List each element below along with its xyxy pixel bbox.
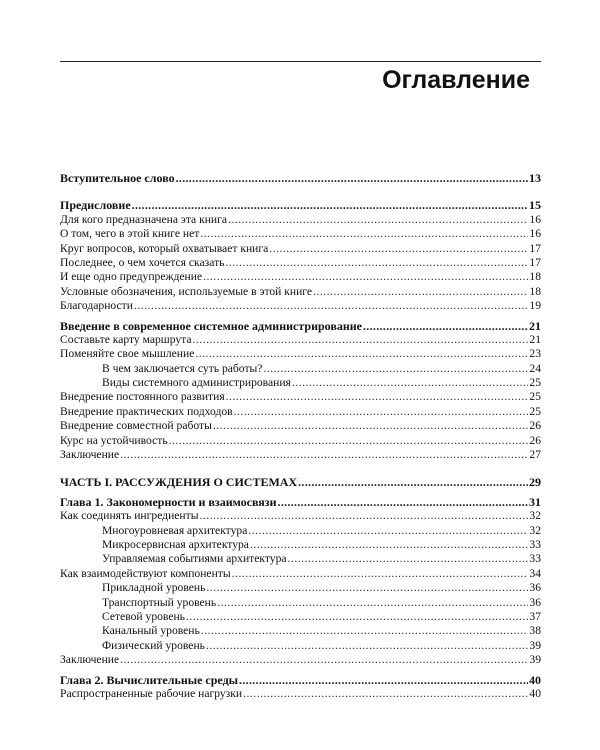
toc-entry-page-number: 37 [529, 609, 541, 623]
toc-entry[interactable] [60, 567, 541, 581]
toc-entry-page-number: 40 [529, 672, 541, 687]
toc-entry-leader-dots [169, 434, 529, 448]
toc-entry-page-number: 16 [529, 212, 541, 226]
toc-entry-leader-dots [298, 475, 528, 489]
toc-entry[interactable] [60, 299, 541, 313]
toc-entry[interactable] [60, 495, 541, 509]
toc-entry-page-number: 33 [529, 552, 541, 566]
toc-entry-page-number: 19 [529, 299, 541, 313]
toc-entry-page-number: 36 [529, 595, 541, 609]
toc-entry-leader-dots [200, 509, 529, 523]
section-gap [60, 462, 541, 475]
toc-entry-label: В чем заключается суть работы? [102, 361, 263, 375]
toc-entry-label: Прикладной уровень [102, 581, 206, 595]
toc-entry[interactable] [60, 581, 541, 595]
toc-entry-page-number: 33 [529, 537, 541, 551]
toc-entry-page-number: 23 [529, 347, 541, 361]
toc-entry-label: Предисловие [60, 198, 131, 213]
toc-entry-label: Благодарности [60, 299, 133, 313]
toc-entry-label: Физический уровень [102, 638, 205, 652]
toc-entry[interactable] [60, 213, 541, 227]
toc-entry-page-number: 36 [529, 581, 541, 595]
toc-entry-leader-dots [203, 270, 528, 284]
toc-entry-label: Круг вопросов, который охватывает книга [60, 241, 269, 255]
toc-entry-leader-dots [228, 213, 528, 227]
toc-entry[interactable] [60, 362, 541, 376]
toc-entry-label: Условные обозначения, используемые в этой книге [60, 284, 313, 298]
toc-entry-label: Микросервисная архитектура [102, 537, 249, 551]
toc-entry-label: Как взаимодействуют компоненты [60, 566, 231, 580]
toc-entry-page-number: 21 [529, 318, 541, 333]
toc-entry[interactable] [60, 653, 541, 667]
page-title: Оглавление [382, 66, 530, 94]
toc-entry-leader-dots [120, 448, 528, 462]
toc-entry[interactable] [60, 319, 541, 333]
toc-entry-leader-dots [195, 347, 528, 361]
toc-entry[interactable] [60, 538, 541, 552]
toc-entry[interactable] [60, 256, 541, 270]
toc-entry-page-number: 13 [529, 171, 541, 185]
toc-entry-label: Заключение [60, 448, 120, 462]
toc-entry-label: Транспортный уровень [102, 595, 217, 609]
toc-entry-page-number: 27 [529, 448, 541, 462]
toc-entry-leader-dots [225, 256, 528, 270]
toc-entry-label: Для кого предназначена эта книга [60, 212, 228, 226]
toc-entry-label: Введение в современное системное администрирование [60, 318, 362, 333]
toc-entry-label: Управляемая событиями архитектура [102, 552, 287, 566]
toc-entry-leader-dots [248, 524, 528, 538]
toc-entry-page-number: 39 [529, 653, 541, 667]
table-of-contents [60, 171, 541, 701]
toc-entry-label: Последнее, о чем хочется сказать [60, 255, 225, 269]
toc-entry-label: Вступительное слово [60, 171, 175, 185]
toc-entry[interactable] [60, 673, 541, 687]
toc-entry-label: О том, чего в этой книге нет [60, 227, 200, 241]
toc-entry-page-number: 18 [529, 270, 541, 284]
toc-entry-leader-dots [263, 362, 528, 376]
toc-entry-leader-dots [250, 538, 528, 552]
toc-entry[interactable] [60, 624, 541, 638]
toc-entry-label: Курс на устойчивость [60, 433, 168, 447]
toc-entry[interactable] [60, 285, 541, 299]
toc-entry-page-number: 38 [529, 624, 541, 638]
toc-entry-leader-dots [120, 653, 528, 667]
toc-entry-leader-dots [269, 242, 528, 256]
toc-entry-label: Канальный уровень [102, 624, 200, 638]
toc-entry-page-number: 25 [529, 390, 541, 404]
toc-entry-page-number: 40 [529, 686, 541, 700]
toc-entry-leader-dots [243, 687, 528, 701]
toc-entry[interactable] [60, 639, 541, 653]
toc-entry[interactable] [60, 376, 541, 390]
toc-entry-leader-dots [313, 285, 528, 299]
toc-entry-label: Распространенные рабочие нагрузки [60, 686, 243, 700]
toc-entry-page-number: 34 [529, 566, 541, 580]
toc-entry-page-number: 32 [529, 509, 541, 523]
toc-entry-label: Внедрение практических подходов [60, 404, 233, 418]
toc-entry-label: Сетевой уровень [102, 609, 185, 623]
toc-entry-page-number: 24 [529, 361, 541, 375]
toc-entry[interactable] [60, 171, 541, 185]
toc-entry-label: ЧАСТЬ I. РАССУЖДЕНИЯ О СИСТЕМАХ [60, 475, 298, 490]
toc-entry[interactable] [60, 509, 541, 523]
toc-entry-label: Многоуровневая архитектура [102, 523, 248, 537]
toc-entry-page-number: 17 [529, 241, 541, 255]
toc-entry-leader-dots [134, 299, 528, 313]
toc-entry-page-number: 25 [529, 404, 541, 418]
section-gap [60, 185, 541, 198]
toc-entry-page-number: 26 [529, 419, 541, 433]
toc-entry[interactable] [60, 434, 541, 448]
toc-entry[interactable] [60, 524, 541, 538]
toc-entry[interactable] [60, 552, 541, 566]
toc-entry[interactable] [60, 333, 541, 347]
toc-entry[interactable] [60, 242, 541, 256]
toc-entry-leader-dots [193, 333, 529, 347]
toc-entry-leader-dots [132, 198, 528, 212]
toc-entry[interactable] [60, 227, 541, 241]
toc-entry-leader-dots [232, 567, 529, 581]
toc-entry-label: Глава 2. Вычислительные среды [60, 672, 239, 687]
toc-entry-page-number: 32 [529, 523, 541, 537]
toc-entry-page-number: 16 [529, 227, 541, 241]
toc-entry[interactable] [60, 347, 541, 361]
toc-entry[interactable] [60, 419, 541, 433]
toc-entry-label: Внедрение совместной работы [60, 419, 212, 433]
toc-entry-label: Глава 1. Закономерности и взаимосвязи [60, 494, 277, 509]
toc-entry-leader-dots [363, 319, 528, 333]
toc-entry-page-number: 31 [529, 494, 541, 509]
toc-entry[interactable] [60, 405, 541, 419]
toc-entry[interactable] [60, 687, 541, 701]
toc-entry-label: Внедрение постоянного развития [60, 390, 225, 404]
toc-entry-leader-dots [288, 552, 529, 566]
toc-entry[interactable] [60, 390, 541, 404]
toc-entry-leader-dots [292, 376, 529, 390]
toc-entry-page-number: 25 [529, 376, 541, 390]
toc-entry-leader-dots [206, 581, 528, 595]
toc-entry-leader-dots [201, 624, 529, 638]
toc-entry[interactable] [60, 198, 541, 212]
toc-entry-leader-dots [206, 639, 528, 653]
toc-entry-leader-dots [234, 405, 529, 419]
toc-entry-label: Виды системного администрирования [102, 376, 291, 390]
top-rule [60, 61, 541, 62]
toc-entry-page-number: 21 [529, 332, 541, 346]
toc-entry-leader-dots [278, 495, 528, 509]
toc-entry-label: Составьте карту маршрута [60, 332, 192, 346]
toc-entry-label: Заключение [60, 653, 120, 667]
toc-entry-page-number: 18 [529, 284, 541, 298]
toc-entry[interactable] [60, 475, 541, 489]
toc-entry-leader-dots [226, 390, 529, 404]
toc-entry[interactable] [60, 596, 541, 610]
toc-entry[interactable] [60, 610, 541, 624]
toc-entry-leader-dots [200, 227, 528, 241]
toc-entry-label: Как соединять ингредиенты [60, 509, 199, 523]
toc-entry-page-number: 39 [529, 638, 541, 652]
toc-entry-page-number: 26 [529, 433, 541, 447]
toc-entry[interactable] [60, 270, 541, 284]
toc-entry-leader-dots [213, 419, 529, 433]
toc-entry-leader-dots [239, 673, 528, 687]
toc-entry-label: Поменяйте свое мышление [60, 347, 195, 361]
toc-entry-page-number: 29 [529, 475, 541, 490]
toc-entry[interactable] [60, 448, 541, 462]
toc-entry-label: И еще одно предупреждение [60, 270, 203, 284]
toc-entry-leader-dots [186, 610, 528, 624]
toc-entry-leader-dots [217, 596, 528, 610]
toc-entry-leader-dots [176, 171, 528, 185]
toc-entry-page-number: 15 [529, 198, 541, 213]
toc-entry-page-number: 17 [529, 255, 541, 269]
